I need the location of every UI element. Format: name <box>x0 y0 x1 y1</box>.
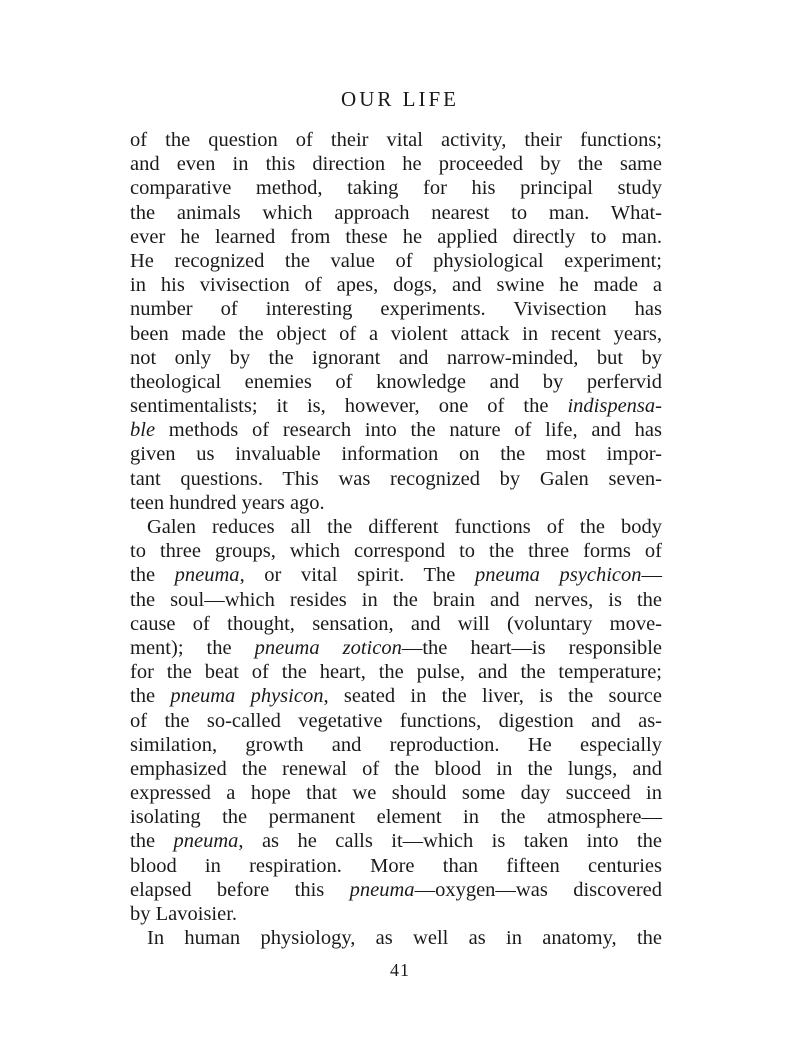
text-line: not only by the ignorant and narrow-minded, but by <box>130 346 662 369</box>
text-line: expressed a hope that we should some day succeed in <box>130 782 662 805</box>
text-line: tant questions. This was recognized by Galen seven- <box>130 467 662 490</box>
text-line: He recognized the value of physiological experiment; <box>130 249 662 272</box>
text-line: cause of thought, sensation, and will (voluntary move- <box>130 612 662 635</box>
text-line: elapsed before this pneuma—oxygen—was discovered <box>130 878 662 901</box>
page-number: 41 <box>390 960 410 980</box>
text-line: Galen reduces all the different functions of the body <box>147 516 662 538</box>
text-line: the pneuma, or vital spirit. The pneuma psychicon— <box>130 564 662 587</box>
text-line: by Lavoisier. <box>130 903 238 925</box>
text-line: the animals which approach nearest to man. What- <box>130 201 662 224</box>
text-line: ment); the pneuma zoticon—the heart—is responsible <box>130 636 663 659</box>
text-line: In human physiology, as well as in anatomy, the <box>147 927 662 950</box>
text-line: the soul—which resides in the brain and nerves, is the <box>130 588 662 611</box>
text-line: number of interesting experiments. Vivisection has <box>130 298 662 321</box>
text-line: the pneuma, as he calls it—which is taken into the <box>130 830 662 853</box>
text-line: the pneuma physicon, seated in the liver, is the source <box>130 685 663 708</box>
text-line: theological enemies of knowledge and by perfervid <box>130 370 662 393</box>
text-line: been made the object of a violent attack in recent years, <box>130 322 662 345</box>
text-line: emphasized the renewal of the blood in the lungs, and <box>130 757 662 780</box>
text-line: blood in respiration. More than fifteen centuries <box>130 854 662 877</box>
text-line: given us invaluable information on the most impor- <box>130 443 662 466</box>
text-line: comparative method, taking for his principal study <box>130 177 662 200</box>
text-line: sentimentalists; it is, however, one of the indispensa- <box>130 395 662 418</box>
text-line: to three groups, which correspond to the three forms of <box>130 540 662 563</box>
text-line: isolating the permanent element in the atmosphere— <box>130 806 662 829</box>
text-line: teen hundred years ago. <box>130 491 325 514</box>
text-line: in his vivisection of apes, dogs, and swine he made a <box>130 274 662 297</box>
text-line: ever he learned from these he applied directly to man. <box>130 225 662 248</box>
text-line: ble methods of research into the nature of life, and has <box>130 419 662 442</box>
text-line: similation, growth and reproduction. He especially <box>130 733 662 756</box>
text-line: for the beat of the heart, the pulse, and the temperature; <box>130 661 662 684</box>
text-line: of the so-called vegetative functions, digestion and as- <box>130 709 662 732</box>
running-head: OUR LIFE <box>341 87 459 111</box>
body-text <box>130 128 662 950</box>
text-line: and even in this direction he proceeded by the same <box>130 153 662 176</box>
text-line: of the question of their vital activity, their functions; <box>130 129 662 151</box>
